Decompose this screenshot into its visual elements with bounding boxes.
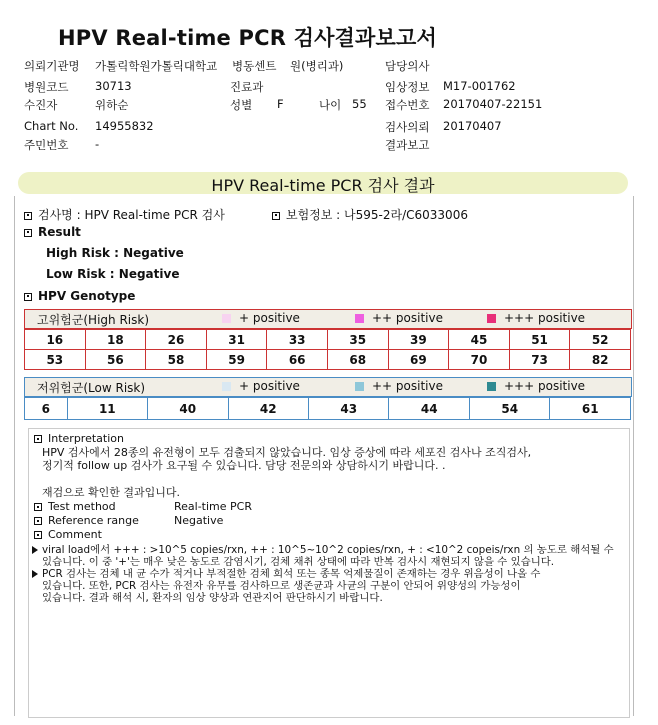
comment-1b: 있습니다. 이 중 '+'는 매우 낮은 농도로 감염시기, 검체 채취 상태에 따라 반복 검사시 재현되지 않을 수 있습니다.	[42, 556, 555, 568]
color-swatch	[487, 314, 496, 323]
square-bullet-icon	[34, 531, 42, 539]
comment-1a: viral load에서 +++ : >10^5 copies/rxn, ++ : 10^5~10^2 copies/rxn, + : <10^2 copeis/rxn 의 농도로 해석될 수	[32, 544, 614, 556]
genotype-cell: 66	[267, 350, 328, 370]
sex-label: 성별	[230, 98, 253, 112]
genotype-cell: 56	[85, 350, 146, 370]
square-bullet-icon	[34, 517, 42, 525]
test-method-value: Real-time PCR	[174, 500, 252, 513]
color-swatch	[222, 314, 231, 323]
result-heading	[24, 225, 81, 239]
genotype-cell: 68	[327, 350, 388, 370]
square-bullet-icon	[272, 212, 280, 220]
interpretation-text-2: 정기적 follow up 검사가 요구될 수 있습니다. 담당 전문의와 상담하시기 바랍니다. .	[42, 459, 446, 472]
reference-range-value: Negative	[174, 514, 224, 527]
report-title: HPV Real-time PCR 검사결과보고서	[58, 26, 437, 50]
triangle-bullet-icon	[32, 570, 38, 578]
high-risk-result: High Risk : Negative	[46, 246, 184, 260]
low-risk-genotype-table	[24, 397, 631, 420]
high-risk-header	[24, 309, 632, 329]
interpretation-text-3: 재검으로 확인한 결과입니다.	[42, 486, 181, 499]
dept-label: 진료과	[230, 80, 264, 94]
low-risk-result: Low Risk : Negative	[46, 267, 180, 281]
hospital-code-value: 30713	[95, 79, 132, 93]
high-risk-title: 고위험군(High Risk)	[37, 313, 149, 327]
genotype-label: HPV Genotype	[38, 289, 136, 303]
genotype-cell: 44	[389, 398, 469, 420]
reference-range-line: Reference range	[34, 515, 139, 527]
genotype-cell: 16	[25, 330, 86, 350]
examinee-value: 위하순	[95, 98, 129, 112]
result-label: Result	[38, 225, 81, 239]
receipt-label: 접수번호	[385, 98, 430, 112]
receipt-value: 20170407-22151	[443, 97, 543, 111]
genotype-cell: 45	[449, 330, 510, 350]
ward-label: 병동센트	[232, 59, 277, 73]
color-swatch	[222, 382, 231, 391]
genotype-cell: 82	[570, 350, 631, 370]
genotype-cell: 54	[469, 398, 549, 420]
legend-high-plus: + positive	[222, 311, 300, 325]
clinical-label: 임상정보	[385, 80, 430, 94]
comment-2b: 있습니다. 또한, PCR 검사는 유전자 유무를 검사하므로 생존균과 사균의 구분이 안되어 위양성의 가능성이	[42, 580, 521, 592]
doctor-label: 담당의사	[385, 59, 430, 73]
legend-low-plusplusplus: +++ positive	[487, 379, 585, 393]
test-name-line	[24, 206, 225, 223]
genotype-cell: 39	[388, 330, 449, 350]
age-value: 55	[352, 97, 367, 111]
genotype-cell: 43	[309, 398, 389, 420]
color-swatch	[355, 382, 364, 391]
section-title: HPV Real-time PCR 검사 결과	[211, 176, 435, 195]
genotype-cell: 31	[206, 330, 267, 350]
genotype-cell: 61	[550, 398, 631, 420]
low-risk-title: 저위험군(Low Risk)	[37, 381, 146, 395]
insurance-line	[272, 206, 468, 223]
legend-low-plusplus: ++ positive	[355, 379, 443, 393]
color-swatch	[487, 382, 496, 391]
interpretation-text-1: HPV 검사에서 28종의 유전형이 모두 검출되지 않았습니다. 임상 증상에 따라 세포진 검사나 조직검사,	[42, 446, 532, 459]
genotype-cell: 58	[146, 350, 207, 370]
insurance: 보험정보 : 나595-2라/C6033006	[286, 208, 468, 222]
low-risk-header	[24, 377, 632, 397]
square-bullet-icon	[24, 293, 32, 301]
high-risk-genotype-table	[24, 329, 631, 370]
genotype-cell: 59	[206, 350, 267, 370]
genotype-cell: 26	[146, 330, 207, 350]
genotype-cell: 35	[327, 330, 388, 350]
resident-value: -	[95, 137, 100, 151]
genotype-heading	[24, 289, 135, 303]
genotype-cell: 73	[509, 350, 570, 370]
comment-heading: Comment	[34, 529, 102, 541]
comment-2a: PCR 검사는 검체 내 균 수가 적거나 부적절한 검체 희석 또는 종목 억제물질이 존재하는 경우 위음성이 나올 수	[32, 568, 540, 580]
request-value: 20170407	[443, 119, 502, 133]
genotype-cell: 52	[570, 330, 631, 350]
chart-value: 14955832	[95, 119, 154, 133]
legend-high-plusplusplus: +++ positive	[487, 311, 585, 325]
genotype-cell: 33	[267, 330, 328, 350]
genotype-cell: 40	[148, 398, 228, 420]
genotype-cell: 6	[25, 398, 68, 420]
color-swatch	[355, 314, 364, 323]
test-name: 검사명 : HPV Real-time PCR 검사	[38, 208, 225, 222]
institution-value: 가톨릭학원가톨릭대학교	[95, 59, 218, 73]
genotype-cell: 42	[228, 398, 308, 420]
report-label: 결과보고	[385, 138, 430, 152]
square-bullet-icon	[34, 503, 42, 511]
genotype-cell: 70	[449, 350, 510, 370]
institution-label: 의뢰기관명	[24, 59, 80, 73]
square-bullet-icon	[24, 212, 32, 220]
square-bullet-icon	[24, 229, 32, 237]
test-method-line: Test method	[34, 501, 116, 513]
age-label: 나이	[319, 98, 342, 112]
interpretation-heading: Interpretation	[34, 433, 124, 445]
hospital-code-label: 병원코드	[24, 80, 69, 94]
examinee-label: 수진자	[24, 98, 58, 112]
genotype-cell: 69	[388, 350, 449, 370]
legend-low-plus: + positive	[222, 379, 300, 393]
genotype-cell: 11	[67, 398, 147, 420]
legend-high-plusplus: ++ positive	[355, 311, 443, 325]
comment-2c: 있습니다. 결과 해석 시, 환자의 임상 양상과 연관지어 판단하시기 바랍니다.	[42, 592, 383, 604]
chart-label: Chart No.	[24, 119, 79, 133]
genotype-cell: 18	[85, 330, 146, 350]
section-title-bar	[18, 172, 628, 194]
sex-value: F	[277, 97, 284, 111]
clinical-value: M17-001762	[443, 79, 516, 93]
square-bullet-icon	[34, 435, 42, 443]
triangle-bullet-icon	[32, 546, 38, 554]
resident-label: 주민번호	[24, 138, 69, 152]
ward-value: 원(병리과)	[290, 59, 344, 73]
genotype-cell: 53	[25, 350, 86, 370]
genotype-cell: 51	[509, 330, 570, 350]
request-label: 검사의뢰	[385, 120, 430, 134]
